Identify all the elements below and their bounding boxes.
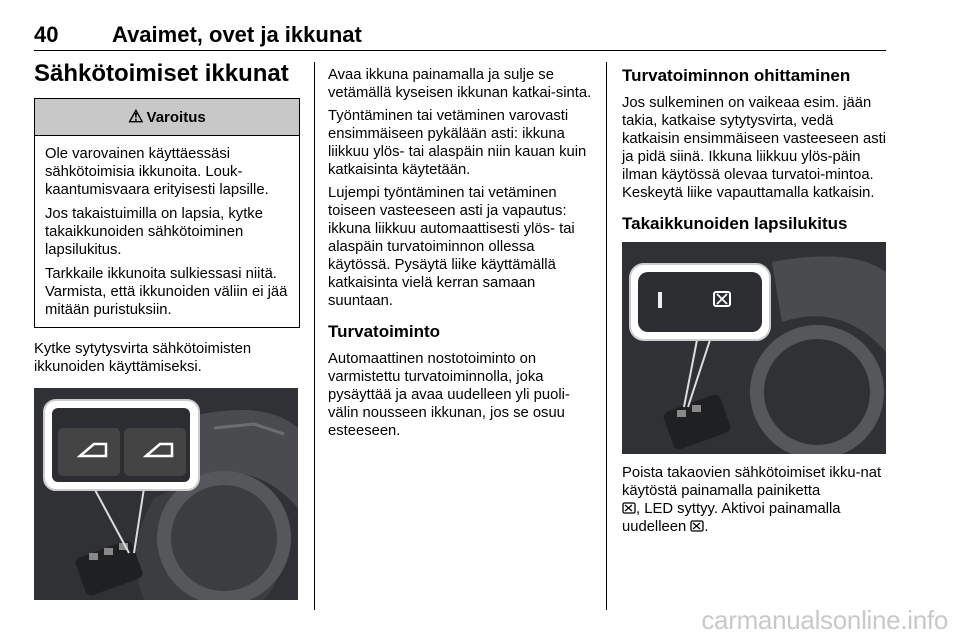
body-paragraph: Kytke sytytysvirta sähkötoimisten ikkunoiden käyttämiseksi. <box>34 341 252 375</box>
page-header <box>34 22 886 51</box>
column-1 <box>34 60 300 600</box>
column-2 <box>328 66 592 445</box>
warning-paragraph: Ole varovainen käyttäessäsi sähkötoimisia ikkunoita. Louk-kaantumisvaara erityisesti lapsille. <box>45 146 269 198</box>
column-divider <box>606 62 607 610</box>
warning-triangle-icon: ⚠ <box>128 107 144 126</box>
warning-box <box>34 98 300 328</box>
column-divider <box>314 62 315 610</box>
section-title: Sähkötoimiset ikkunat <box>34 60 289 87</box>
body-paragraph: Automaattinen nostotoiminto on varmistettu turvatoiminnolla, joka pysäyttää ja avaa uudelleen yli puoli-välin nousseen ikkunan, jos se osuu esteeseen. <box>328 351 570 439</box>
warning-paragraph: Jos takaistuimilla on lapsia, kytke takaikkunoiden sähkötoiminen lapsilukitus. <box>45 206 263 258</box>
watermark: carmanualsonline.info <box>701 605 948 635</box>
subsection-heading: Turvatoiminnon ohittaminen <box>622 66 851 85</box>
body-paragraph: Jos sulkeminen on vaikeaa esim. jään takia, katkaise sytytysvirta, vedä katkaisin ensimmäiseen vasteeseen asti ja pidä siinä. Ikkuna liikkuu ylös-päin ilman käytössä olevaa turvatoi-mintoa. Keskeytä liike vapauttamalla katkaisin. <box>622 95 887 201</box>
warning-body <box>35 136 299 327</box>
child-lock-icon <box>622 501 636 515</box>
subsection-heading: Takaikkunoiden lapsilukitus <box>622 214 848 233</box>
child-lock-icon <box>690 519 704 533</box>
subsection-heading: Turvatoiminto <box>328 322 441 341</box>
warning-title: Varoitus <box>146 108 206 126</box>
running-title: Avaimet, ovet ja ikkunat <box>112 22 362 47</box>
warning-paragraph: Tarkkaile ikkunoita sulkiessasi niitä. Varmista, että ikkunoiden väliin ei jää mitään puristuksiin. <box>45 266 288 318</box>
body-paragraph: Työntäminen tai vetäminen varovasti ensimmäiseen pykälään asti: ikkuna liikkuu ylös- tai alaspäin niin kauan kuin katkaisinta käytetään. <box>328 108 587 178</box>
window-switch-photo <box>34 388 298 600</box>
column-3 <box>622 66 888 541</box>
body-paragraph: Poista takaovien sähkötoimiset ikku-nat käytöstä painamalla painiketta , LED syttyy. Aktivoi painamalla uudelleen . <box>622 465 882 535</box>
body-paragraph: Lujempi työntäminen tai vetäminen toiseen vasteeseen asti ja vapautus: ikkuna liikkuu automaattisesti ylös- tai alaspäin turvatoiminnon ollessa käytössä. Pysäytä liike käyttämällä katkaisinta vielä kerran samaan suuntaan. <box>328 185 575 309</box>
body-paragraph: Avaa ikkuna painamalla ja sulje se vetämällä kyseisen ikkunan katkai-sinta. <box>328 67 592 101</box>
child-lock-photo <box>622 242 886 454</box>
page-number: 40 <box>34 22 59 47</box>
warning-header <box>35 99 299 136</box>
